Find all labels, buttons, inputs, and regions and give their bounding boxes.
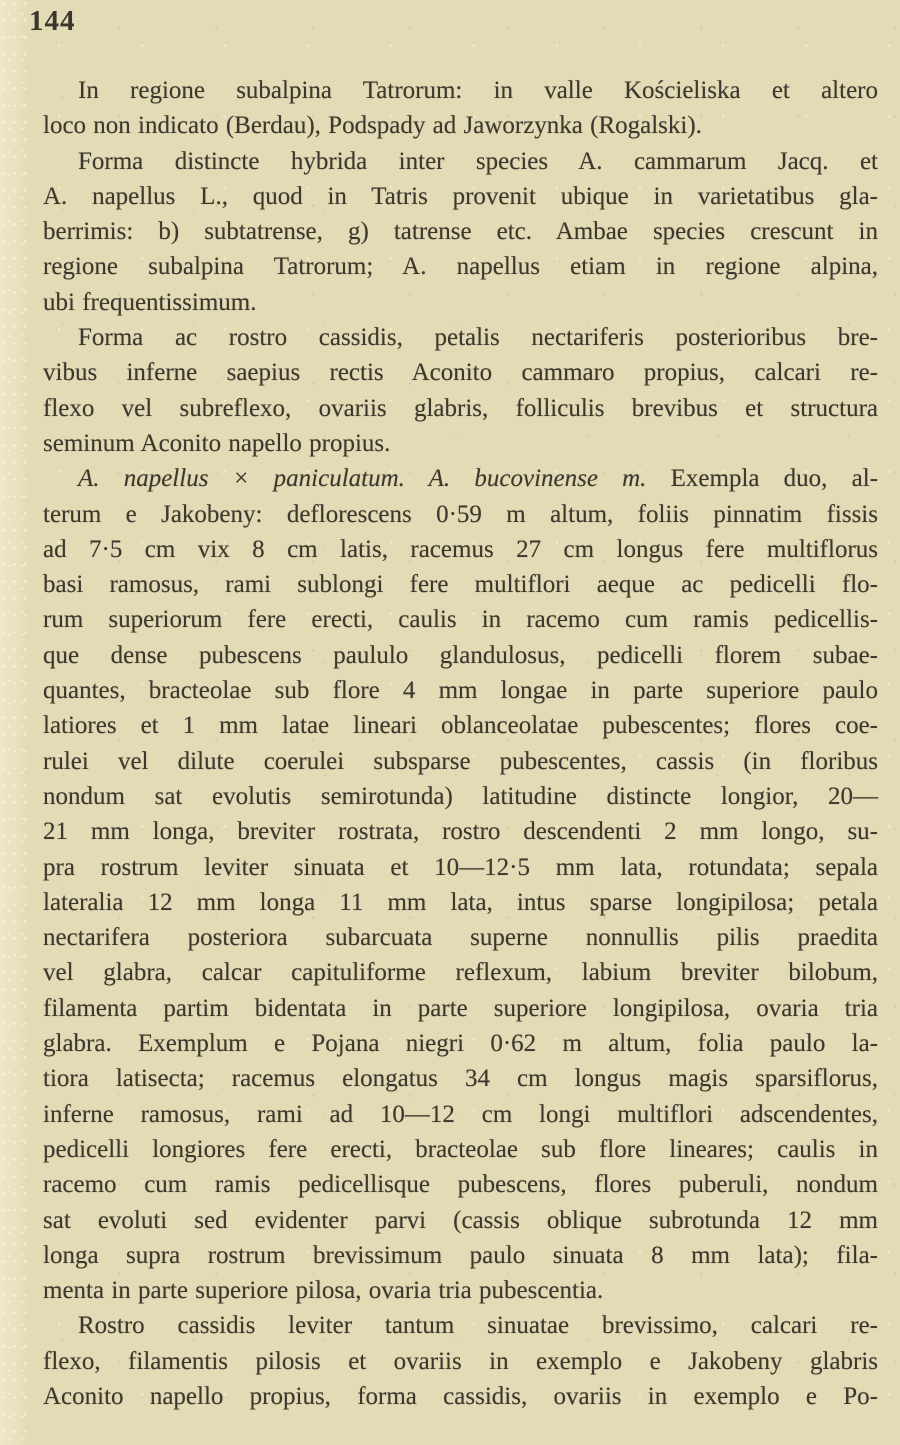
text-line — [43, 1061, 878, 1096]
text-segment: A. napellus L., quod in Tatris provenit ubique in varietatibus gla- — [43, 182, 878, 210]
text-line — [43, 1026, 878, 1061]
text-segment: filamenta partim bidentata in parte superiore longipilosa, ovaria tria — [43, 994, 878, 1022]
text-segment: nondum sat evolutis semirotunda) latitudine distincte longior, 20— — [43, 782, 878, 810]
text-segment: rum superiorum fere erecti, caulis in racemo cum ramis pedicellis- — [43, 606, 878, 634]
text-segment: pra rostrum leviter sinuata et 10—12·5 mm lata, rotundata; sepala — [43, 853, 878, 881]
text-segment: Aconito napello propius, forma cassidis, ovariis in exemplo e Po- — [43, 1382, 878, 1410]
text-segment: loco non indicato (Berdau), Podspady ad Jaworzynka (Rogalski). — [43, 112, 702, 140]
page-number: 144 — [29, 5, 76, 37]
paragraph — [43, 320, 878, 461]
text-segment: menta in parte superiore pilosa, ovaria tria pubescentia. — [43, 1277, 604, 1305]
text-segment: regione subalpina Tatrorum; A. napellus etiam in regione alpina, — [43, 253, 878, 281]
text-line — [43, 602, 878, 637]
paragraph — [43, 144, 878, 320]
text-line — [43, 850, 878, 885]
text-segment: que dense pubescens paululo glandulosus, pedicelli florem subae- — [43, 641, 878, 669]
text-line — [43, 73, 878, 108]
text-line — [43, 285, 878, 320]
text-segment: inferne ramosus, rami ad 10—12 cm longi multiflori adscendentes, — [43, 1100, 878, 1128]
text-line — [43, 249, 878, 284]
text-segment: racemo cum ramis pedicellisque pubescens, flores puberuli, nondum — [43, 1171, 878, 1199]
text-line — [43, 1167, 878, 1202]
text-line — [43, 355, 878, 390]
text-segment: longa supra rostrum brevissimum paulo sinuata 8 mm lata); fila- — [43, 1241, 878, 1269]
text-line — [43, 567, 878, 602]
text-segment: flexo vel subreflexo, ovariis glabris, folliculis brevibus et structura — [43, 394, 878, 422]
text-segment: Exempla duo, al- — [646, 465, 878, 493]
text-segment: In regione subalpina Tatrorum: in valle Kościeliska et altero — [78, 77, 878, 104]
text-segment: pedicelli longiores fere erecti, bracteolae sub flore lineares; caulis in — [43, 1135, 878, 1163]
text-segment: glabra. Exemplum e Pojana niegri 0·62 m altum, folia paulo la- — [43, 1030, 878, 1058]
text-line — [43, 1308, 878, 1343]
text-line — [43, 461, 878, 496]
text-segment: Forma ac rostro cassidis, petalis nectariferis posterioribus bre- — [78, 324, 878, 352]
text-line — [43, 673, 878, 708]
text-segment: basi ramosus, rami sublongi fere multiflori aeque ac pedicelli flo- — [43, 571, 878, 599]
text-line — [43, 744, 878, 779]
text-line — [43, 708, 878, 743]
text-line — [43, 1238, 878, 1273]
text-segment: seminum Aconito napello propius. — [43, 429, 391, 457]
text-line — [43, 320, 878, 355]
text-line — [43, 1273, 878, 1308]
text-segment: sat evoluti sed evidenter parvi (cassis oblique subrotunda 12 mm — [43, 1206, 878, 1234]
text-segment: Rostro cassidis leviter tantum sinuatae brevissimo, calcari re- — [78, 1312, 878, 1340]
text-line — [43, 1203, 878, 1238]
text-line — [43, 885, 878, 920]
text-line — [43, 391, 878, 426]
page-scan-edge — [0, 0, 28, 1445]
text-line — [43, 426, 878, 461]
text-line — [43, 955, 878, 990]
text-segment: Forma distincte hybrida inter species A. cammarum Jacq. et — [78, 147, 878, 175]
text-line — [43, 779, 878, 814]
text-segment: nectarifera posteriora subarcuata superne nonnullis pilis praedita — [43, 924, 878, 952]
text-line — [43, 108, 878, 143]
text-line — [43, 1097, 878, 1132]
text-segment: ubi frequentissimum. — [43, 288, 257, 316]
text-line — [43, 991, 878, 1026]
text-segment: flexo, filamentis pilosis et ovariis in exemplo e Jakobeny glabris — [43, 1347, 878, 1375]
text-line — [43, 1379, 878, 1414]
paragraph — [43, 461, 878, 1308]
text-line — [43, 214, 878, 249]
text-segment: quantes, bracteolae sub flore 4 mm longae in parte superiore paulo — [43, 677, 878, 705]
text-line — [43, 532, 878, 567]
text-segment: ad 7·5 cm vix 8 cm latis, racemus 27 cm longus fere multiflorus — [43, 535, 878, 563]
text-segment: tiora latisecta; racemus elongatus 34 cm longus magis sparsiflorus, — [43, 1065, 878, 1093]
text-line — [43, 814, 878, 849]
paragraph — [43, 1308, 878, 1414]
text-line — [43, 638, 878, 673]
species-name-italic: A. napellus × paniculatum. A. bucovinense m. — [78, 465, 647, 493]
text-segment: terum e Jakobeny: deflorescens 0·59 m altum, foliis pinnatim fissis — [43, 500, 878, 528]
text-segment: rulei vel dilute coerulei subsparse pubescentes, cassis (in floribus — [43, 747, 878, 775]
text-segment: 21 mm longa, breviter rostrata, rostro descendenti 2 mm longo, su- — [43, 818, 878, 846]
text-segment: vel glabra, calcar capituliforme reflexum, labium breviter bilobum, — [43, 959, 878, 987]
paragraph — [43, 73, 878, 144]
text-segment: latiores et 1 mm latae lineari oblanceolatae pubescentes; flores coe- — [43, 712, 878, 740]
text-segment: berrimis: b) subtatrense, g) tatrense etc. Ambae species crescunt in — [43, 218, 878, 246]
text-line — [43, 1344, 878, 1379]
text-block — [43, 73, 878, 1414]
text-line — [43, 1132, 878, 1167]
text-segment: lateralia 12 mm longa 11 mm lata, intus sparse longipilosa; petala — [43, 888, 878, 916]
text-line — [43, 144, 878, 179]
text-line — [43, 920, 878, 955]
text-segment: vibus inferne saepius rectis Aconito cammaro propius, calcari re- — [43, 359, 878, 387]
text-line — [43, 497, 878, 532]
text-line — [43, 179, 878, 214]
